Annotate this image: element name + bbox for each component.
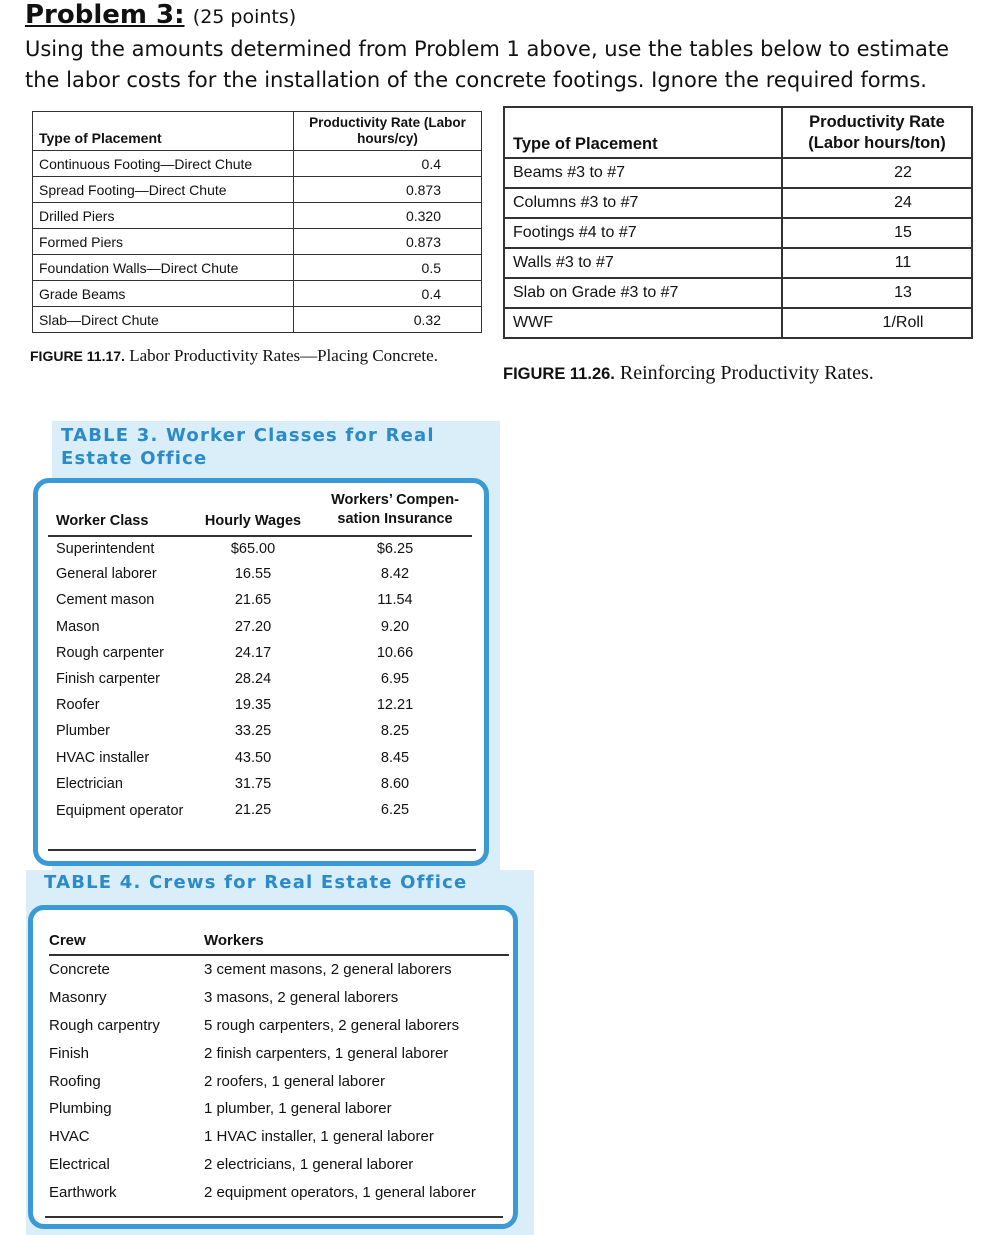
hourly-wage: 21.25 [234,801,272,818]
compensation-insurance: $6.25 [376,541,414,557]
hourly-wage: 43.50 [234,749,272,766]
problem-instructions: Using the amounts determined from Problem 1 above, use the tables below to estimate the labor costs for the installation of the concrete footings. Ignore the required forms. [25,37,950,92]
crew-workers: 2 electricians, 1 general laborer [204,1155,414,1173]
crew-workers: 1 HVAC installer, 1 general laborer [204,1128,434,1146]
productivity-rate: 0.5 [294,255,482,281]
table-row [49,1095,509,1123]
compensation-insurance: 9.20 [380,618,410,635]
crew-workers: 2 finish carpenters, 1 general laborer [204,1044,449,1062]
placement-type: Drilled Piers [33,203,294,229]
table-row [49,1067,509,1095]
worker-classes-table [48,491,472,824]
compensation-insurance: 10.66 [376,644,414,661]
compensation-insurance: 8.25 [380,723,410,740]
hourly-wage: 27.20 [234,618,272,635]
table-3-label: TABLE 3. [61,425,159,446]
compensation-insurance: 8.60 [380,775,410,792]
problem-points: (25 points) [192,6,297,28]
worker-class: General laborer [56,566,157,583]
table-4-box [28,905,518,1229]
table-row [504,188,972,218]
productivity-rate: 13 [782,278,972,308]
caption-text: Reinforcing Productivity Rates. [619,362,874,384]
caption-label: FIGURE 11.26. [503,365,615,383]
figure-11-26-caption [503,362,874,385]
compensation-insurance: 8.42 [380,566,410,583]
hourly-wage: 21.65 [234,592,272,609]
crew-workers: 2 equipment operators, 1 general laborer [204,1183,476,1201]
worker-class: HVAC installer [56,749,150,766]
crew-name: Concrete [49,961,110,979]
reinforcing-productivity-table [503,106,973,339]
column-header-rate: Productivity Rate (Labor hours/cy) [294,112,482,151]
crew-workers: 3 masons, 2 general laborers [204,989,399,1007]
worker-class: Rough carpenter [56,644,165,661]
crew-name: Finish [49,1044,90,1062]
placement-type: Formed Piers [33,229,294,255]
worker-class: Equipment operator [56,802,184,819]
table-row [48,588,472,614]
productivity-rate: 24 [782,188,972,218]
crew-workers: 5 rough carpenters, 2 general laborers [204,1016,460,1034]
worker-class: Roofer [56,697,100,714]
crew-workers: 1 plumber, 1 general laborer [204,1100,392,1118]
hourly-wage: $65.00 [230,541,276,557]
table-row [504,248,972,278]
placement-type: Continuous Footing—Direct Chute [33,151,294,177]
table-3-box [33,478,489,866]
hourly-wage: 28.24 [234,670,272,687]
crew-name: Masonry [49,989,107,1007]
table-row [49,1151,509,1179]
table-header-row [504,107,972,158]
table-4-title-text: Crews for Real Estate Office [149,872,468,893]
table-row [504,158,972,188]
caption-label: FIGURE 11.17. [30,348,125,364]
table-row [49,1123,509,1151]
table-row [504,308,972,338]
table-row [49,984,509,1012]
crew-name: Roofing [49,1072,101,1090]
table-row [48,536,472,562]
table-3-title-text: Worker Classes for Real Estate Office [61,425,435,469]
table-row [504,218,972,248]
productivity-rate: 0.4 [294,281,482,307]
productivity-rate: 0.4 [294,151,482,177]
table-bottom-rule [45,1216,503,1218]
productivity-rate: 11 [782,248,972,278]
crews-table [49,932,509,1206]
table-row [48,746,472,772]
table-3-title [61,424,481,470]
worker-class: Cement mason [56,592,155,609]
hourly-wage: 16.55 [234,566,272,583]
table-row [33,307,482,333]
table-row [33,177,482,203]
column-header-crew: Crew [49,932,204,955]
placement-type: Grade Beams [33,281,294,307]
crew-workers: 2 roofers, 1 general laborer [204,1072,385,1090]
table-row [49,1178,509,1206]
productivity-rate: 0.873 [294,229,482,255]
hourly-wage: 31.75 [234,775,272,792]
table-4-label: TABLE 4. [44,872,142,893]
table-row [33,151,482,177]
problem-label: Problem 3: [25,0,185,30]
table-row [33,229,482,255]
table-header-row [33,112,482,151]
worker-class: Finish carpenter [56,670,160,687]
table-row [48,667,472,693]
productivity-rate: 22 [782,158,972,188]
placement-type: Footings #4 to #7 [504,218,782,248]
column-header-hourly-wages: Hourly Wages [188,491,318,536]
table-row [48,798,472,824]
hourly-wage: 24.17 [234,644,272,661]
table-header-row [49,932,509,955]
placement-type: Columns #3 to #7 [504,188,782,218]
table-row [48,772,472,798]
table-4-title [44,872,467,893]
column-header-type: Type of Placement [504,107,782,158]
worker-class: Plumber [56,723,110,740]
table-row [33,255,482,281]
placement-type: Spread Footing—Direct Chute [33,177,294,203]
placement-type: Walls #3 to #7 [504,248,782,278]
column-header-rate: Productivity Rate (Labor hours/ton) [782,107,972,158]
placement-type: Slab on Grade #3 to #7 [504,278,782,308]
crew-name: Electrical [49,1155,110,1173]
table-header-row [48,491,472,536]
productivity-rate: 15 [782,218,972,248]
table-row [49,1012,509,1040]
caption-text: Labor Productivity Rates—Placing Concrete. [129,346,438,365]
compensation-insurance: 12.21 [376,697,414,714]
problem-title [25,0,296,30]
compensation-insurance: 6.95 [380,670,410,687]
table-row [49,955,509,984]
crew-name: Rough carpentry [49,1016,160,1034]
crew-name: Plumbing [49,1100,112,1118]
placement-type: WWF [504,308,782,338]
table-row [48,562,472,588]
compensation-insurance: 8.45 [380,749,410,766]
placement-type: Foundation Walls—Direct Chute [33,255,294,281]
compensation-insurance: 11.54 [377,592,413,609]
table-row [504,278,972,308]
column-header-workers: Workers [204,932,509,955]
productivity-rate: 1/Roll [782,308,972,338]
column-header-compensation-insurance: Workers’ Compen- sation Insurance [318,491,472,536]
worker-class: Electrician [56,775,123,792]
compensation-insurance: 6.25 [380,801,410,818]
table-bottom-rule [48,849,476,851]
hourly-wage: 33.25 [234,723,272,740]
productivity-rate: 0.32 [294,307,482,333]
table-row [33,203,482,229]
worker-class: Superintendent [56,541,155,557]
column-header-worker-class: Worker Class [48,491,188,536]
placement-type: Beams #3 to #7 [504,158,782,188]
worker-class: Mason [56,618,100,635]
productivity-rate: 0.873 [294,177,482,203]
column-header-type: Type of Placement [33,112,294,151]
crew-name: HVAC [49,1128,90,1146]
crew-name: Earthwork [49,1183,117,1201]
table-row [49,1039,509,1067]
table-row [33,281,482,307]
hourly-wage: 19.35 [234,697,272,714]
figure-11-17-caption [30,346,450,366]
productivity-rate: 0.320 [294,203,482,229]
placing-concrete-productivity-table [32,111,482,333]
placement-type: Slab—Direct Chute [33,307,294,333]
table-row [48,719,472,745]
table-row [48,615,472,641]
crew-workers: 3 cement masons, 2 general laborers [204,961,452,979]
table-row [48,641,472,667]
table-row [48,693,472,719]
